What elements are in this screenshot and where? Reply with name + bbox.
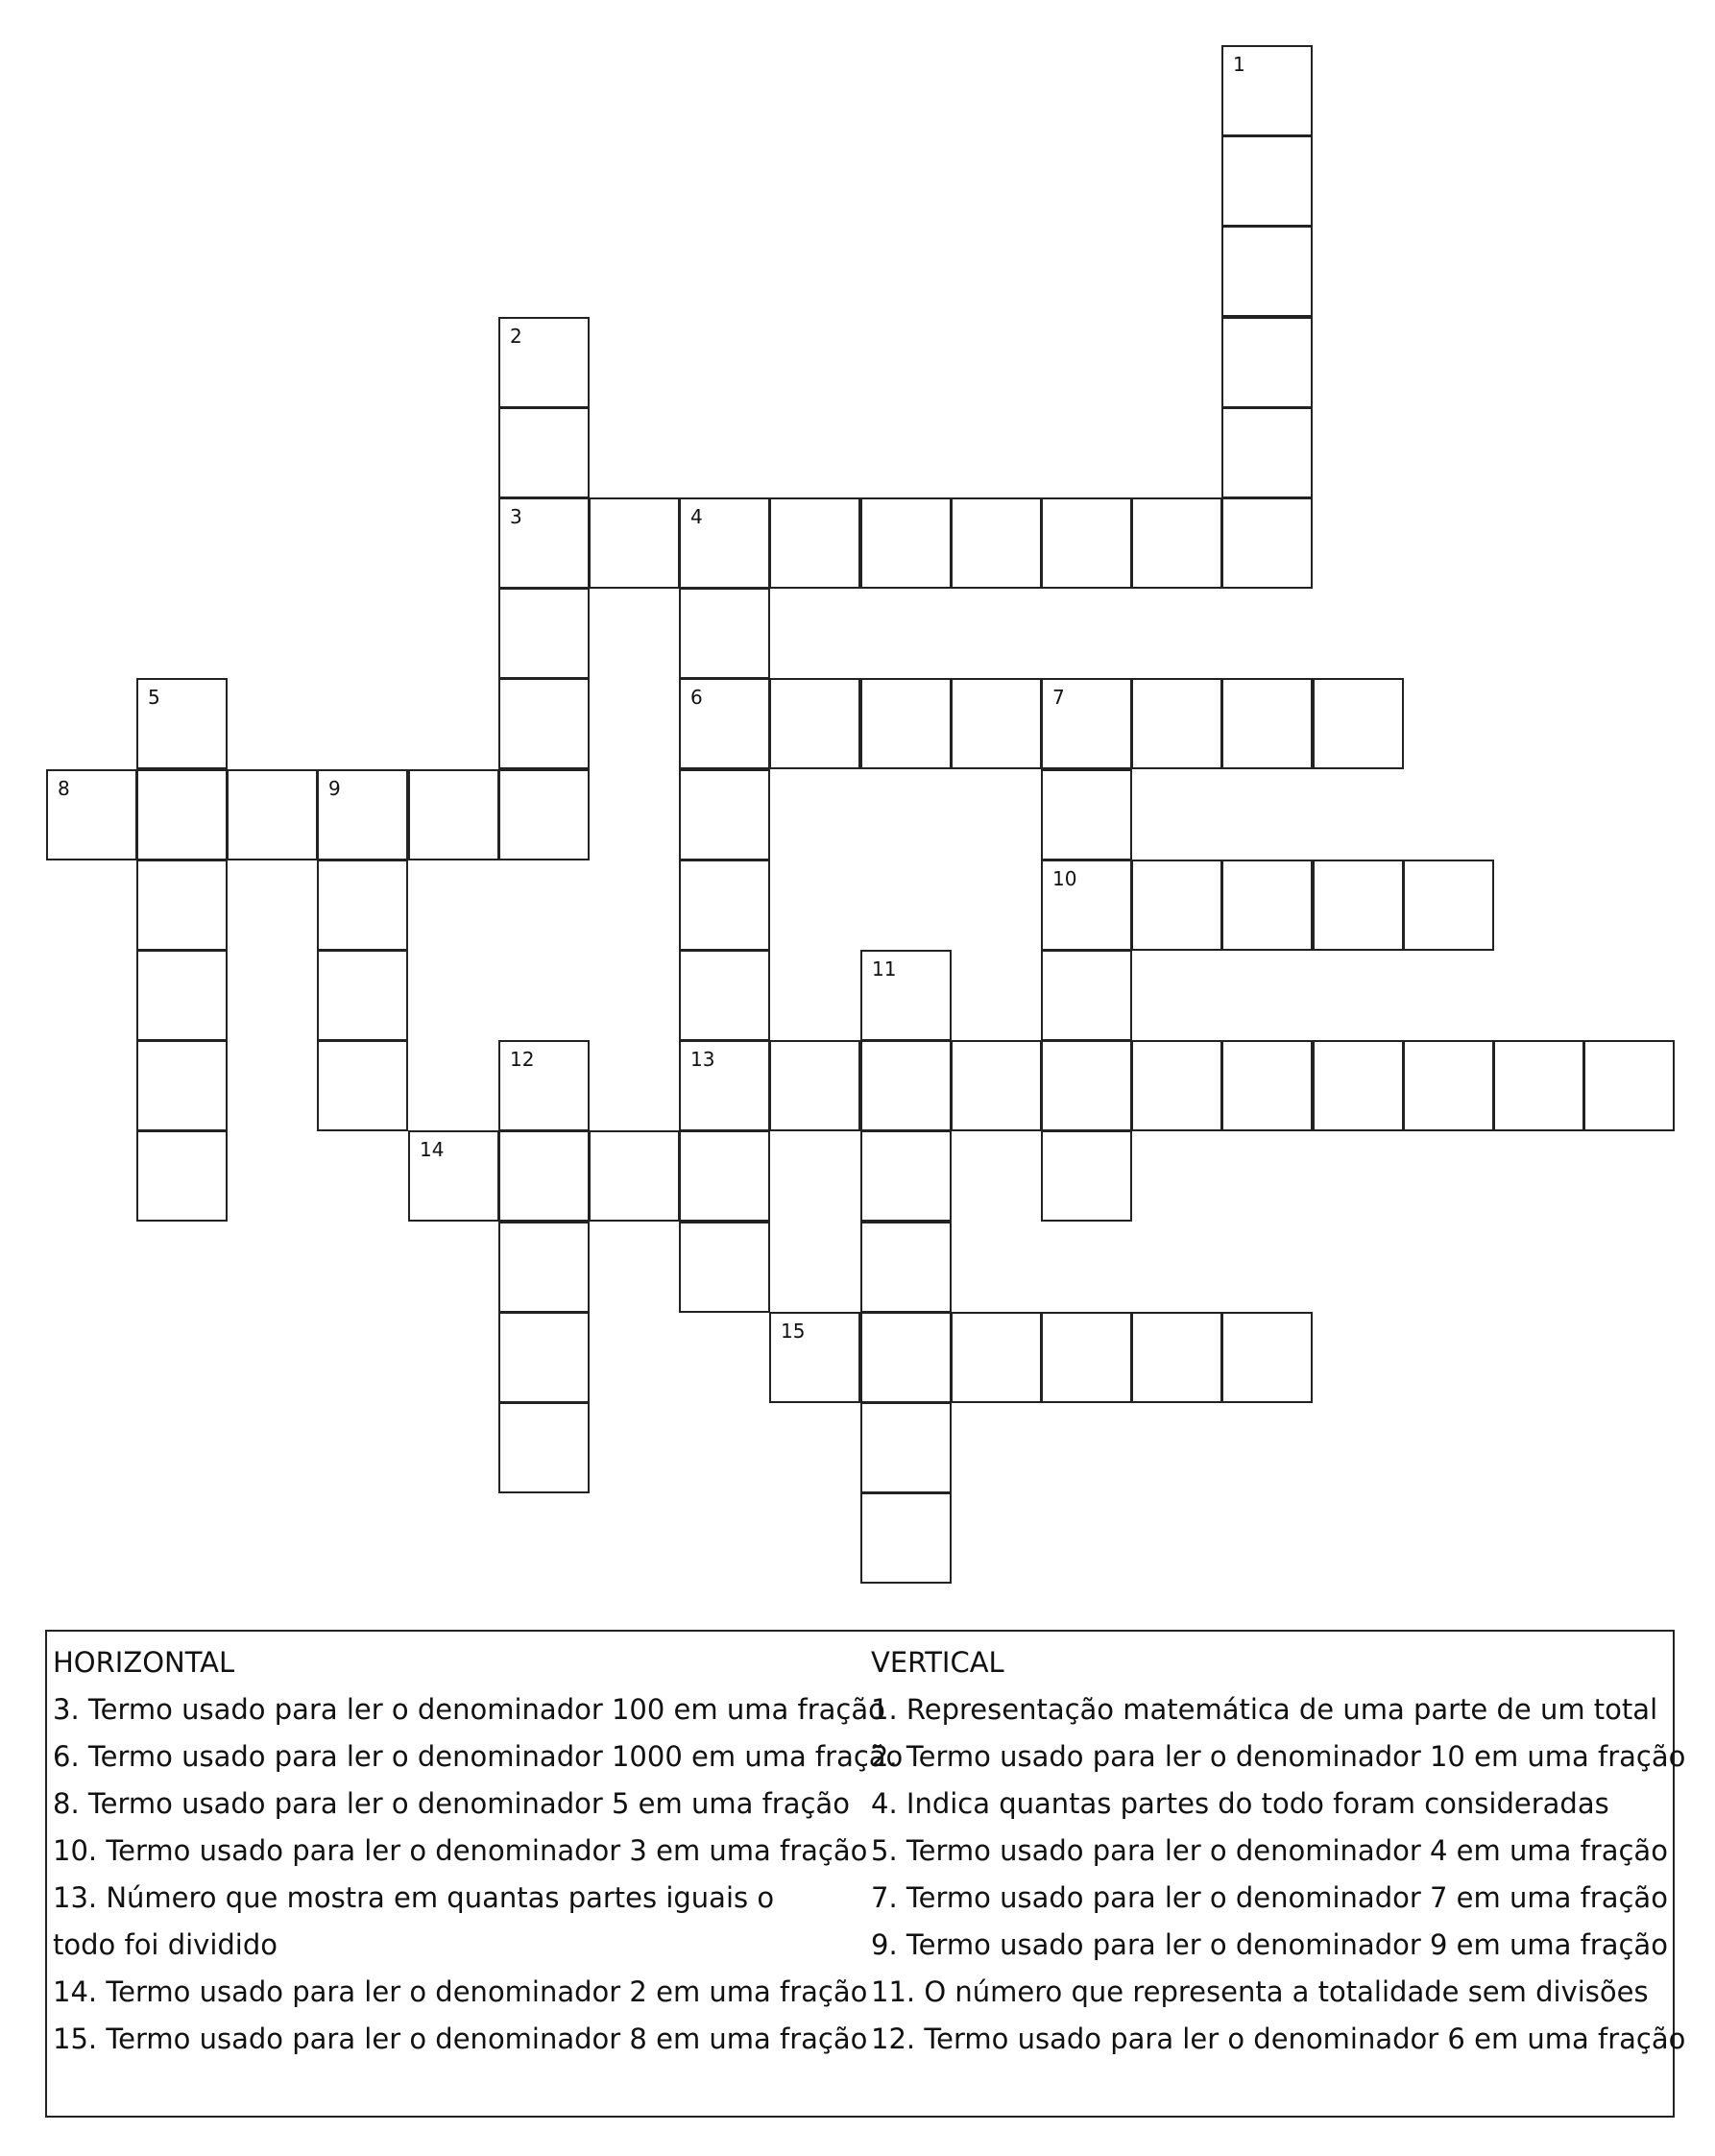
clue-number: 1 <box>1233 53 1245 76</box>
grid-cell[interactable] <box>951 1040 1042 1131</box>
grid-cell[interactable] <box>46 769 137 860</box>
clue-number: 3 <box>510 505 522 528</box>
grid-cell[interactable] <box>679 1040 770 1131</box>
clue-number: 14 <box>420 1138 445 1161</box>
grid-cell[interactable] <box>498 407 590 498</box>
grid-cell[interactable] <box>1221 226 1313 317</box>
grid-cell[interactable] <box>679 860 770 951</box>
grid-cell[interactable] <box>498 588 590 679</box>
grid-cell[interactable] <box>589 1130 680 1222</box>
grid-cell[interactable] <box>1313 1040 1404 1131</box>
horizontal-heading: HORIZONTAL <box>53 1646 235 1679</box>
vertical-clues <box>871 1639 1686 2063</box>
grid-cell[interactable] <box>136 860 228 951</box>
clue-number: 2 <box>510 325 522 348</box>
clue-number: 9 <box>328 777 341 800</box>
grid-cell[interactable] <box>1041 1130 1132 1222</box>
grid-cell[interactable] <box>498 1312 590 1403</box>
grid-cell[interactable] <box>136 769 228 860</box>
grid-cell[interactable] <box>317 1040 408 1131</box>
grid-cell[interactable] <box>136 1040 228 1131</box>
clue-h14: 14. Termo usado para ler o denominador 2 em uma fração <box>53 1975 868 2008</box>
clue-number: 4 <box>690 505 703 528</box>
grid-cell[interactable] <box>679 1222 770 1313</box>
grid-cell[interactable] <box>1131 1312 1222 1403</box>
clue-v12: 12. Termo usado para ler o denominador 6 em uma fração <box>871 2023 1686 2055</box>
grid-cell[interactable] <box>1221 135 1313 227</box>
grid-cell[interactable] <box>1313 860 1404 951</box>
grid-cell[interactable] <box>769 1040 860 1131</box>
grid-cell[interactable] <box>679 1130 770 1222</box>
grid-cell[interactable] <box>951 1312 1042 1403</box>
clue-number: 12 <box>510 1048 535 1071</box>
grid-cell[interactable] <box>860 1222 952 1313</box>
clue-h3: 3. Termo usado para ler o denominador 100 em uma fração <box>53 1693 885 1726</box>
clue-v4: 4. Indica quantas partes do todo foram consideradas <box>871 1787 1609 1820</box>
grid-cell[interactable] <box>769 678 860 769</box>
grid-cell[interactable] <box>860 1402 952 1493</box>
grid-cell[interactable] <box>136 950 228 1041</box>
grid-cell[interactable] <box>679 678 770 769</box>
grid-cell[interactable] <box>1221 497 1313 589</box>
clue-h6: 6. Termo usado para ler o denominador 1000 em uma fração <box>53 1740 904 1773</box>
grid-cell[interactable] <box>1221 1040 1313 1131</box>
grid-cell[interactable] <box>1493 1040 1584 1131</box>
grid-cell[interactable] <box>1041 860 1132 951</box>
grid-cell[interactable] <box>951 497 1042 589</box>
clue-number: 10 <box>1052 867 1077 890</box>
clue-v5: 5. Termo usado para ler o denominador 4 em uma fração <box>871 1834 1668 1867</box>
clue-number: 7 <box>1052 686 1065 709</box>
grid-cell[interactable] <box>1041 497 1132 589</box>
grid-cell[interactable] <box>136 1130 228 1222</box>
grid-cell[interactable] <box>1583 1040 1675 1131</box>
grid-cell[interactable] <box>498 769 590 860</box>
grid-cell[interactable] <box>408 769 499 860</box>
grid-cell[interactable] <box>679 769 770 860</box>
grid-cell[interactable] <box>1041 1312 1132 1403</box>
grid-cell[interactable] <box>589 497 680 589</box>
grid-cell[interactable] <box>860 497 952 589</box>
clue-number: 5 <box>148 686 160 709</box>
clue-number: 8 <box>58 777 70 800</box>
grid-cell[interactable] <box>1131 1040 1222 1131</box>
grid-cell[interactable] <box>498 1222 590 1313</box>
clue-v11: 11. O número que representa a totalidade sem divisões <box>871 1975 1649 2008</box>
grid-cell[interactable] <box>1221 678 1313 769</box>
grid-cell[interactable] <box>1041 950 1132 1041</box>
grid-cell[interactable] <box>1221 407 1313 498</box>
clue-h10: 10. Termo usado para ler o denominador 3 em uma fração <box>53 1834 868 1867</box>
grid-cell[interactable] <box>860 1492 952 1584</box>
grid-cell[interactable] <box>860 678 952 769</box>
clue-number: 6 <box>690 686 703 709</box>
grid-cell[interactable] <box>317 860 408 951</box>
clue-v9: 9. Termo usado para ler o denominador 9 em uma fração <box>871 1928 1668 1961</box>
grid-cell[interactable] <box>1131 497 1222 589</box>
grid-cell[interactable] <box>1041 678 1132 769</box>
clue-number: 11 <box>872 957 897 981</box>
grid-cell[interactable] <box>1221 860 1313 951</box>
clue-h15: 15. Termo usado para ler o denominador 8 em uma fração <box>53 2023 868 2055</box>
grid-cell[interactable] <box>860 1130 952 1222</box>
grid-cell[interactable] <box>1131 678 1222 769</box>
grid-cell[interactable] <box>1403 860 1494 951</box>
clues-box <box>45 1630 1686 2118</box>
grid-cell[interactable] <box>860 950 952 1041</box>
grid-cell[interactable] <box>769 497 860 589</box>
grid-cell[interactable] <box>1041 1040 1132 1131</box>
grid-cell[interactable] <box>317 769 408 860</box>
grid-cell[interactable] <box>1221 317 1313 408</box>
grid-cell[interactable] <box>1221 45 1313 136</box>
clue-h8: 8. Termo usado para ler o denominador 5 em uma fração <box>53 1787 850 1820</box>
grid-cell[interactable] <box>498 1402 590 1493</box>
grid-cell[interactable] <box>1313 678 1404 769</box>
grid-cell[interactable] <box>679 497 770 589</box>
grid-cell[interactable] <box>860 1040 952 1131</box>
grid-cell[interactable] <box>951 678 1042 769</box>
grid-cell[interactable] <box>1403 1040 1494 1131</box>
grid-cell[interactable] <box>1041 769 1132 860</box>
grid-cell[interactable] <box>408 1130 499 1222</box>
grid-cell[interactable] <box>498 1130 590 1222</box>
grid-cell[interactable] <box>769 1312 860 1403</box>
grid-cell[interactable] <box>860 1312 952 1403</box>
grid-cell[interactable] <box>679 588 770 679</box>
clue-h13: 13. Número que mostra em quantas partes iguais o todo foi dividido <box>53 1881 775 1961</box>
grid-cell[interactable] <box>1221 1312 1313 1403</box>
horizontal-clues <box>53 1639 904 2063</box>
grid-cell[interactable] <box>679 950 770 1041</box>
clue-number: 15 <box>781 1320 806 1343</box>
vertical-heading: VERTICAL <box>871 1646 1004 1679</box>
grid-cell[interactable] <box>498 678 590 769</box>
grid-cell[interactable] <box>227 769 318 860</box>
grid-cell[interactable] <box>498 317 590 408</box>
grid-cell[interactable] <box>136 678 228 769</box>
clue-v2: 2. Termo usado para ler o denominador 10 em uma fração <box>871 1740 1686 1773</box>
grid-cell[interactable] <box>1131 860 1222 951</box>
grid-cell[interactable] <box>498 497 590 589</box>
clue-v1: 1. Representação matemática de uma parte de um total <box>871 1693 1658 1726</box>
grid-cell[interactable] <box>317 950 408 1041</box>
clue-number: 13 <box>690 1048 715 1071</box>
grid-cell[interactable] <box>498 1040 590 1131</box>
clue-v7: 7. Termo usado para ler o denominador 7 em uma fração <box>871 1881 1668 1914</box>
